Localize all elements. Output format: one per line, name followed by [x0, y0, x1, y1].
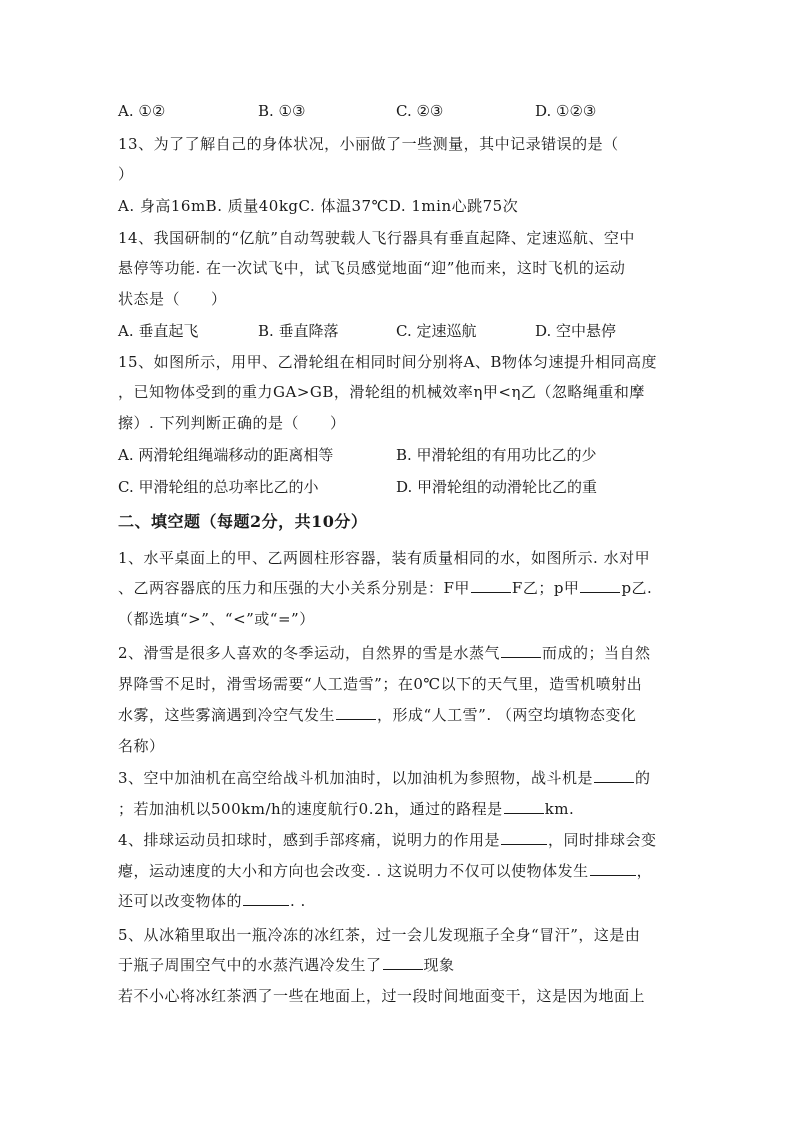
f3-line1: [118, 768, 651, 788]
q12-option-d: D. ①②③: [535, 102, 597, 120]
f5-line2: [118, 955, 455, 975]
f2-line3: [118, 705, 636, 725]
f4-line3: [118, 891, 306, 911]
answer-blank[interactable]: [336, 705, 376, 720]
q12-option-c: C. ②③: [396, 102, 444, 120]
f4-line3-text-b: . .: [290, 892, 306, 910]
f5-line2-text-b: 现象: [423, 956, 455, 974]
f3-line2-text-b: km.: [544, 800, 575, 818]
q14-option-b: B. 垂直降落: [258, 322, 339, 340]
f1-line2-text-c: p乙.: [621, 579, 653, 597]
f1-line2-text-a: 、乙两容器底的压力和压强的大小关系分别是：F甲: [118, 579, 470, 597]
answer-blank[interactable]: [580, 578, 620, 593]
f4-line2-text-b: ，: [636, 862, 653, 880]
q15-option-b: B. 甲滑轮组的有用功比乙的少: [396, 446, 597, 464]
section-heading-fill-in: 二、填空题（每题2分，共10分）: [118, 512, 368, 531]
q14-option-c: C. 定速巡航: [396, 322, 477, 340]
q12-option-b: B. ①③: [258, 102, 306, 120]
q14-stem-line1: 14、我国研制的“亿航”自动驾驶载人飞行器具有垂直起降、定速巡航、空中: [118, 229, 635, 247]
answer-blank[interactable]: [590, 861, 636, 876]
f1-line2-text-b: F乙；p甲: [511, 579, 580, 597]
f2-line3-text-b: ，形成“人工雪”. （两空均填物态变化: [377, 706, 637, 724]
q15-option-d: D. 甲滑轮组的动滑轮比乙的重: [396, 478, 598, 496]
f4-line1-text-b: ，同时排球会变: [548, 831, 657, 849]
f2-line4: 名称）: [118, 737, 165, 755]
q14-option-d: D. 空中悬停: [535, 322, 617, 340]
f5-line2-text-a: 于瓶子周围空气中的水蒸汽遇冷发生了: [118, 956, 382, 974]
answer-blank[interactable]: [471, 578, 511, 593]
f4-line3-text-a: 还可以改变物体的: [118, 892, 243, 910]
f2-line1-text-b: 而成的；当自然: [542, 644, 651, 662]
q15-stem-line1: 15、如图所示，用甲、乙滑轮组在相同时间分别将A、B物体匀速提升相同高度: [118, 353, 657, 371]
q13-options: A. 身高16mB. 质量40kgC. 体温37℃D. 1min心跳75次: [118, 197, 519, 215]
f2-line1-text-a: 2、滑雪是很多人喜欢的冬季运动，自然界的雪是水蒸气: [118, 644, 501, 662]
f1-line1: 1、水平桌面上的甲、乙两圆柱形容器，装有质量相同的水，如图所示. 水对甲: [118, 549, 651, 567]
f3-line2-text-a: ；若加油机以500km/h的速度航行0.2h，通过的路程是: [118, 800, 503, 818]
f5-line1: 5、从冰箱里取出一瓶冷冻的冰红茶，过一会儿发现瓶子全身“冒汗”，这是由: [118, 926, 641, 944]
answer-blank[interactable]: [501, 830, 547, 845]
q15-option-a: A. 两滑轮组绳端移动的距离相等: [118, 446, 334, 464]
f4-line2: [118, 861, 652, 881]
q15-stem-line3: 擦）. 下列判断正确的是（ ）: [118, 414, 346, 432]
f3-line1-text-b: 的: [635, 769, 651, 787]
f4-line1-text-a: 4、排球运动员扣球时，感到手部疼痛，说明力的作用是: [118, 831, 501, 849]
f1-line2: [118, 578, 652, 598]
f4-line1: [118, 830, 657, 850]
f3-line1-text-a: 3、空中加油机在高空给战斗机加油时，以加油机为参照物，战斗机是: [118, 769, 594, 787]
answer-blank[interactable]: [383, 955, 423, 970]
answer-blank[interactable]: [501, 643, 541, 658]
q14-stem-line2: 悬停等功能. 在一次试飞中，试飞员感觉地面“迎”他而来，这时飞机的运动: [118, 259, 626, 277]
answer-blank[interactable]: [504, 799, 544, 814]
f1-line3: （都选填“>”、“<”或“=”）: [118, 610, 315, 628]
f3-line2: [118, 799, 574, 819]
f5-line3: 若不小心将冰红茶洒了一些在地面上，过一段时间地面变干，这是因为地面上: [118, 987, 646, 1005]
q15-stem-line2: ，已知物体受到的重力GA>GB，滑轮组的机械效率η甲<η乙（忽略绳重和摩: [118, 383, 645, 401]
answer-blank[interactable]: [243, 891, 289, 906]
f2-line2: 界降雪不足时，滑雪场需要“人工造雪”；在0℃以下的天气里，造雪机喷射出: [118, 675, 643, 693]
q12-option-a: A. ①②: [118, 102, 166, 120]
q13-stem-line1: 13、为了了解自己的身体状况，小丽做了一些测量，其中记录错误的是（: [118, 135, 619, 153]
answer-blank[interactable]: [594, 768, 634, 783]
f2-line3-text-a: 水雾，这些雾滴遇到冷空气发生: [118, 706, 336, 724]
q13-stem-line2: ）: [118, 165, 134, 183]
q14-stem-line3: 状态是（ ）: [118, 290, 227, 308]
f4-line2-text-a: 瘪，运动速度的大小和方向也会改变. . 这说明力不仅可以使物体发生: [118, 862, 589, 880]
q15-option-c: C. 甲滑轮组的总功率比乙的小: [118, 478, 319, 496]
f2-line1: [118, 643, 651, 663]
q14-option-a: A. 垂直起飞: [118, 322, 199, 340]
